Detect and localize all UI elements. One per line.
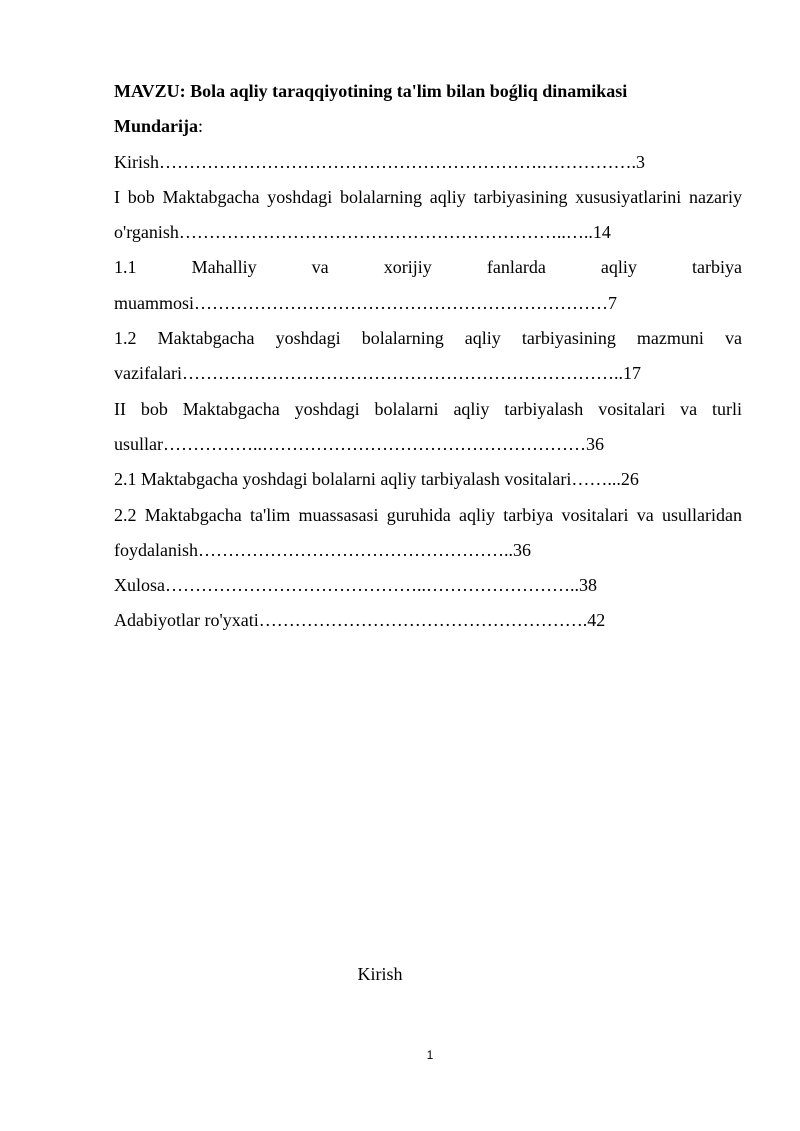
toc-entry-chapter-1-cont: o'rganish………………………………………………………..…..14 <box>114 222 611 243</box>
toc-heading-colon: : <box>198 116 204 137</box>
toc-entry-chapter-1: I bob Maktabgacha yoshdagi bolalarning aqliy tarbiyasining xususiyatlarini nazariy <box>114 186 742 207</box>
toc-entry-kirish: Kirish……………………………………………………….…………….3 <box>114 151 645 172</box>
document-title: MAVZU: Bola aqliy taraqqiyotining ta'lim bilan boǵliq dinamikasi <box>114 81 628 101</box>
toc-entry-chapter-2: II bob Maktabgacha yoshdagi bolalarni aqliy tarbiyalash vositalari va turli usullar……………..………………………………………………36 <box>114 398 742 454</box>
toc-entry-adabiyotlar: Adabiyotlar ro'yxati……………………………………………….42 <box>114 610 606 631</box>
toc-entry-section-1-1: 1.1 Mahalliy va xorijiy fanlarda aqliy tarbiya <box>114 257 742 278</box>
section-heading-kirish: Kirish <box>357 964 403 984</box>
toc-entry-section-2-1: 2.1 Maktabgacha yoshdagi bolalarni aqliy tarbiyalash vositalari……...26 <box>114 469 639 490</box>
toc-entry-section-1-2: 1.2 Maktabgacha yoshdagi bolalarning aqliy tarbiyasining mazmuni va vazifalari………………………………………………………………..17 <box>114 328 742 384</box>
page-number: 1 <box>426 1048 434 1062</box>
toc-entry-section-2-2: 2.2 Maktabgacha ta'lim muassasasi guruhida aqliy tarbiya vositalari va usullaridan foydalanish……………………………………………..36 <box>114 504 742 560</box>
toc-heading: Mundarija <box>114 116 199 137</box>
toc-heading-line <box>114 109 742 144</box>
toc-entry-section-1-1-cont: muammosi……………………………………………………………7 <box>114 292 617 313</box>
toc-entry-xulosa: Xulosa……………………………………..……………………..38 <box>114 575 597 596</box>
document-body <box>114 74 742 639</box>
